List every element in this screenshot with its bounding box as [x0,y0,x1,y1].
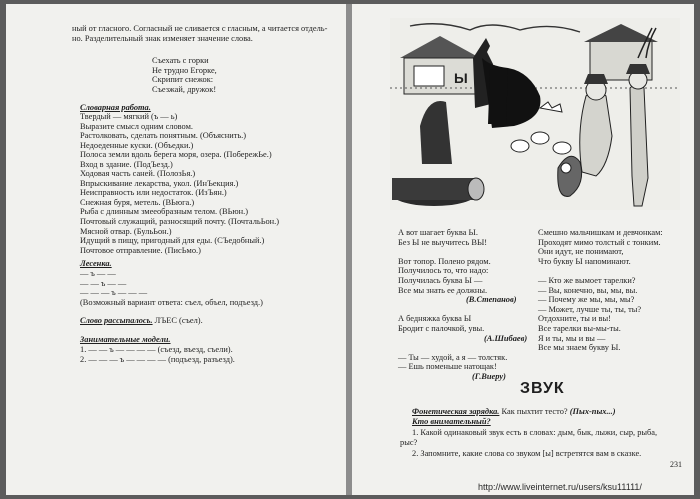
poem-line: — Вы, конечно, вы, мы, вы. [538,285,638,295]
ladder-line: (Возможный вариант ответа: съел, объел, подъезд.) [80,297,263,307]
ladder-line: — ъ — — [80,269,116,278]
vocab-item: Ходовая часть саней. (ПолозЬя.) [80,169,196,179]
ladder-title: Лесенка. [80,259,112,268]
poem-line: Скрипит снежок: [152,75,214,85]
watermark-url: http://www.liveinternet.ru/users/ksu11111/ [478,482,642,492]
vocab-item: Рыба с длинным змееобразным телом. (ВЬюн.) [80,207,249,217]
poem-line: Бродит с палочкой, увы. [398,323,485,333]
vocab-item: Впрыскивание лекарства, укол. (ИнЪекция.) [80,178,239,188]
poem-line [398,247,527,257]
scatter-text: ЛЪЕС (съел). [152,316,203,325]
illustration-letter: Ы [454,70,468,86]
vocab-item: Неисправность или недостаток. (ИзЪян.) [80,188,227,198]
ladder [80,269,263,307]
model-line: 1. — — ъ — — — — (съезд, въезд, съели). [80,345,233,354]
poem-line: Я и ты, мы и вы — [538,333,606,343]
poem-line: Не трудно Егорке, [152,65,217,75]
vocab-item: Растолковать, сделать понятным. (Объяснить.) [80,131,247,141]
left-page [6,4,346,495]
poem-line: Получилась буква Ы — [398,275,483,285]
poem-line: — Кто же вымоет тарелки? [538,275,636,285]
vocab-item: Выразите смысл одним словом. [80,121,193,131]
task-1-cont: рыс? [400,438,418,447]
poem-left [398,228,527,382]
phonetic-question: Как пыхтит тесто? [499,407,570,416]
poem-author: (Г.Виеру) [472,371,506,381]
vocab-item: Твердый — мягкий (ъ — ь) [80,112,178,121]
vocab-item: Мясной отвар. (БульЬон.) [80,226,172,236]
vocab-item: Недоеденные куски. (Объедки.) [80,140,194,150]
poem-line: Смешно мальчишкам и девчонкам: [538,228,663,237]
poem-line [398,305,527,315]
poem-line: Съехать с горки [152,56,209,65]
vocab-item: Идущий в пищу, пригодный для еды. (СЪедобный.) [80,236,265,246]
models [80,345,235,364]
task-2: 2. Запомните, какие слова со звуком [ы] встретятся вам в сказке. [412,449,642,458]
poem-line: Проходят мимо толстый с тонким. [538,237,661,247]
vocab-item: Полоса земли вдоль берега моря, озера. (ПобережЬе.) [80,150,272,160]
poem [152,56,217,94]
poem-line [538,266,663,276]
poem-line: Получилось то, что надо: [398,266,489,276]
poem-line: Вот топор. Полено рядом. [398,256,491,266]
poem-author: (В.Степанов) [466,295,517,305]
poem-line: — Почему же мы, мы, мы? [538,295,635,305]
ladder-line: — — ъ — — [80,278,127,288]
models-title: Занимательные модели. [80,335,171,344]
poem-line: Все мы знать ее должны. [398,285,488,295]
model-line: 2. — — — ъ — — — — (подъезд, разъезд). [80,354,235,364]
task-1: 1. Какой одинаковый звук есть в словах: дым, бык, лыжи, сыр, рыба, [412,428,658,437]
poem-line: А бедняжка буква Ы [398,314,472,324]
poem-line: Все тарелки вы-мы-ты. [538,323,621,333]
poem-line: Они идут, не понимают, [538,247,624,257]
vocab-item: Почтовый служащий, разносящий почту. (ПочтальЬон.) [80,217,280,227]
phonetic-title: Фонетическая зарядка. [412,407,500,416]
poem-line: — Ты — худой, а я — толстяк. [398,352,508,362]
vocab-item: Снежная буря, метель. (ВЬюга.) [80,197,195,207]
poem-line: Съезжай, дружок! [152,84,217,94]
ladder-line: — — — ъ — — — [80,288,148,298]
page-number: 231 [670,460,682,469]
poem-line: Все мы знаем букву Ы. [538,343,621,353]
poem-line [398,343,527,353]
phonetic-answer: (Пых-пых...) [569,407,616,416]
intro-line: но. Разделительный знак изменяет значение слова. [72,33,253,43]
poem-line: Без Ы не выучитесь ВЫ! [398,237,488,247]
attention-title: Кто внимательный? [412,417,491,426]
poem-line: — Ешь поменьше натощак! [398,362,497,372]
section-title: ЗВУК [520,380,565,397]
intro-paragraph [72,24,327,43]
poem-line: Что букву Ы напоминают. [538,256,631,266]
scatter-line [80,316,203,325]
poem-line: А вот шагает буква Ы. [398,228,478,237]
phonetic-line [412,407,616,416]
intro-line: ный от гласного. Согласный не сливается с гласным, а читается отдель- [72,24,328,33]
poem-author: (А.Шибаев) [484,333,528,343]
right-page [352,4,694,495]
vocab-list [80,112,279,255]
poem-line: Отдохните, ты и вы! [538,314,611,324]
illustration [390,18,680,210]
vocab-item: Вход в здание. (ПодЪезд.) [80,159,173,169]
poem-line: — Может, лучше ты, ты, ты? [538,304,642,314]
vocab-item: Почтовое отправление. (ПисЬмо.) [80,245,201,255]
vocab-title: Словарная работа. [80,103,151,112]
scatter-title: Слово рассыпалось. [80,316,153,325]
poem-right [538,228,663,353]
